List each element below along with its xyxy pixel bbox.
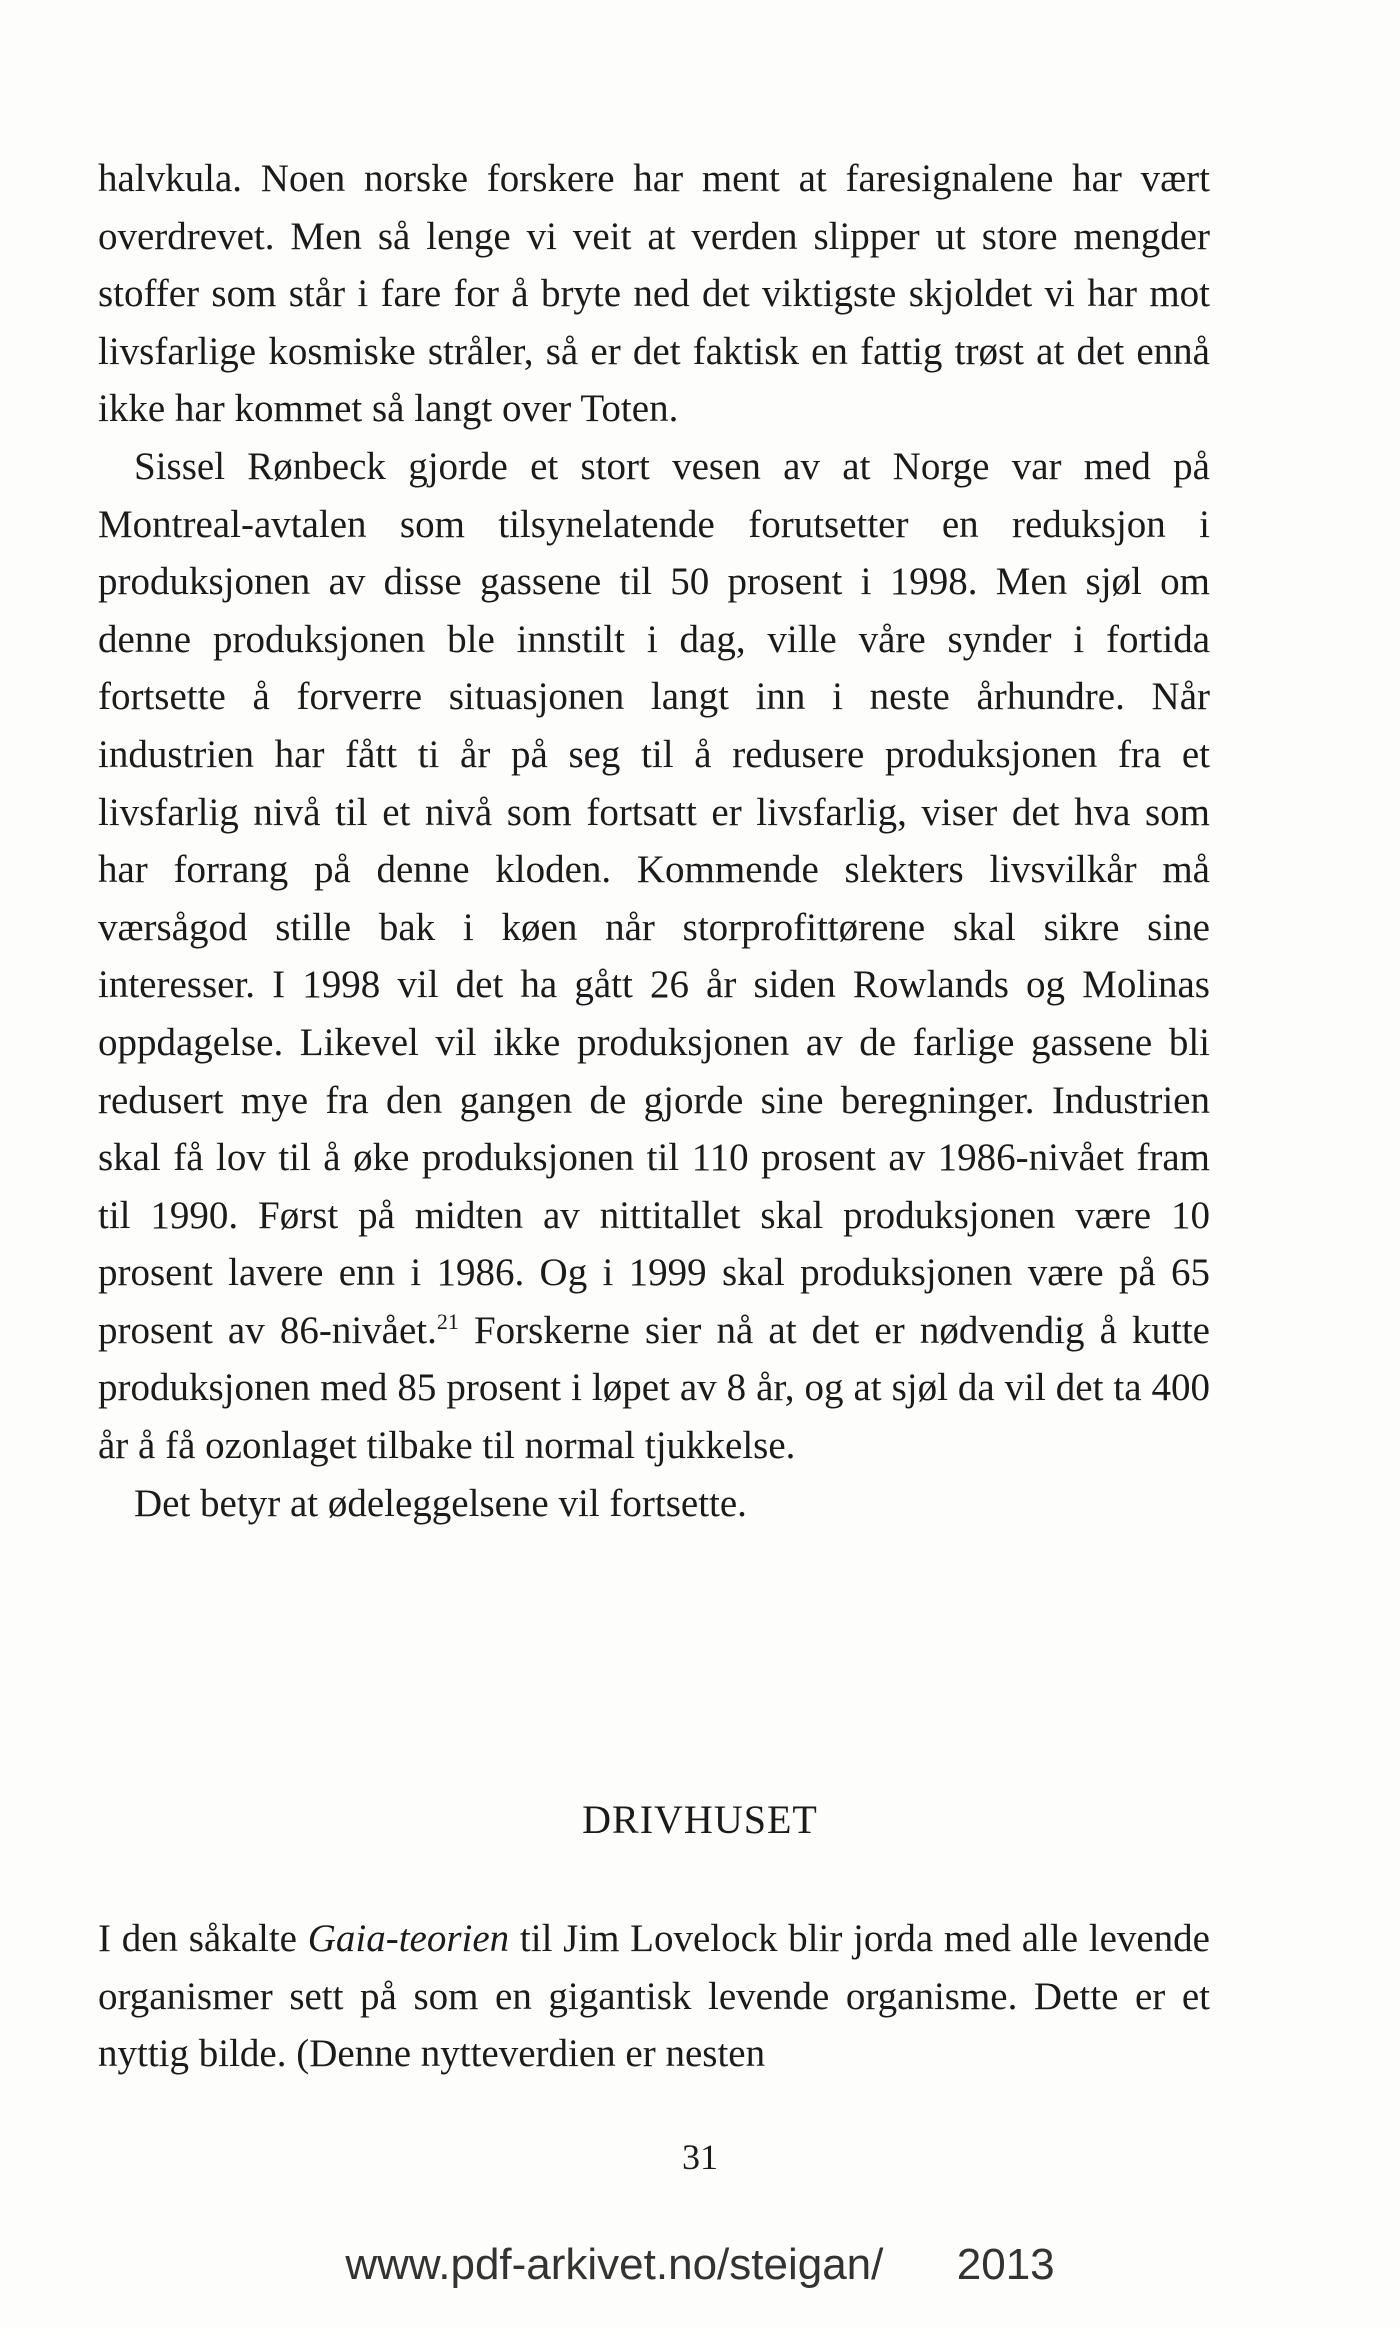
footer xyxy=(0,2240,1400,2290)
paragraph-3: Det betyr at ødeleggelsene vil fortsette. xyxy=(134,1481,747,1525)
page-number: 31 xyxy=(682,2137,718,2177)
section-body-text xyxy=(98,1910,1210,2083)
footnote-marker: 21 xyxy=(436,1308,459,1334)
section-paragraph xyxy=(98,1910,1210,2083)
section-paragraph-text-continued: til Jim Lovelock blir jorda med alle levende organismer sett på som en gigantisk levende organisme. Dette er et nyttig bilde. (Denne nytteverdien er nesten xyxy=(98,1917,1210,2076)
footer-year: 2013 xyxy=(956,2240,1055,2289)
section-heading: DRIVHUSET xyxy=(582,1797,818,1842)
paragraph-1: halvkula. Noen norske forskere har ment at faresignalene har vært overdrevet. Men så lenge vi veit at verden slipper ut store mengder stoffer som står i fare for å bryte ned det viktigste skjoldet vi har mot livsfarlige kosmiske stråler, så er det faktisk en fattig trøst at det ennå ikke har kommet så langt over Toten. xyxy=(98,157,1210,431)
emphasized-term: Gaia-teorien xyxy=(307,1917,510,1960)
paragraph-2-text: Sissel Rønbeck gjorde et stort vesen av at Norge var med på Montreal-avtalen som tilsynelatende forutsetter en reduksjon i produksjonen av disse gassene til 50 prosent i 1998. Men sjøl om denne produksjonen ble innstilt i dag, ville våre synder i fortida fortsette å forverre situasjonen langt inn i neste århundre. Når industrien har fått ti år på seg til å redusere produksjonen fra et livsfarlig nivå til et nivå som fortsatt er livsfarlig, viser det hva som har forrang på denne kloden. Kommende slekters livsvilkår må værsågod stille bak i køen når storprofittørene skal sikre sine interesser. I 1998 vil det ha gått 26 år siden Rowlands og Molinas oppdagelse. Likevel vil ikke produksjonen av de farlige gassene bli redusert mye fra den gangen de gjorde sine beregninger. Industrien skal få lov til å øke produksjonen til 110 prosent av 1986-nivået fram til 1990. Først på midten av nittitallet skal produksjonen være 10 prosent lavere enn i 1986. Og i 1999 skal produksjonen være på 65 prosent av 86-nivået. xyxy=(98,444,1210,1352)
paragraph-2-text-continued: Forskerne sier nå at det er nødvendig å kutte produksjonen med 85 prosent i løpet av 8 år, og at sjøl da vil det ta 400 år å få ozonlaget tilbake til normal tjukkelse. xyxy=(98,1308,1210,1468)
body-text xyxy=(98,150,1210,1532)
section-paragraph-text: I den såkalte xyxy=(98,1917,308,1960)
paragraph-2 xyxy=(98,438,1210,1475)
footer-url[interactable]: www.pdf-arkivet.no/steigan/ xyxy=(345,2240,884,2289)
